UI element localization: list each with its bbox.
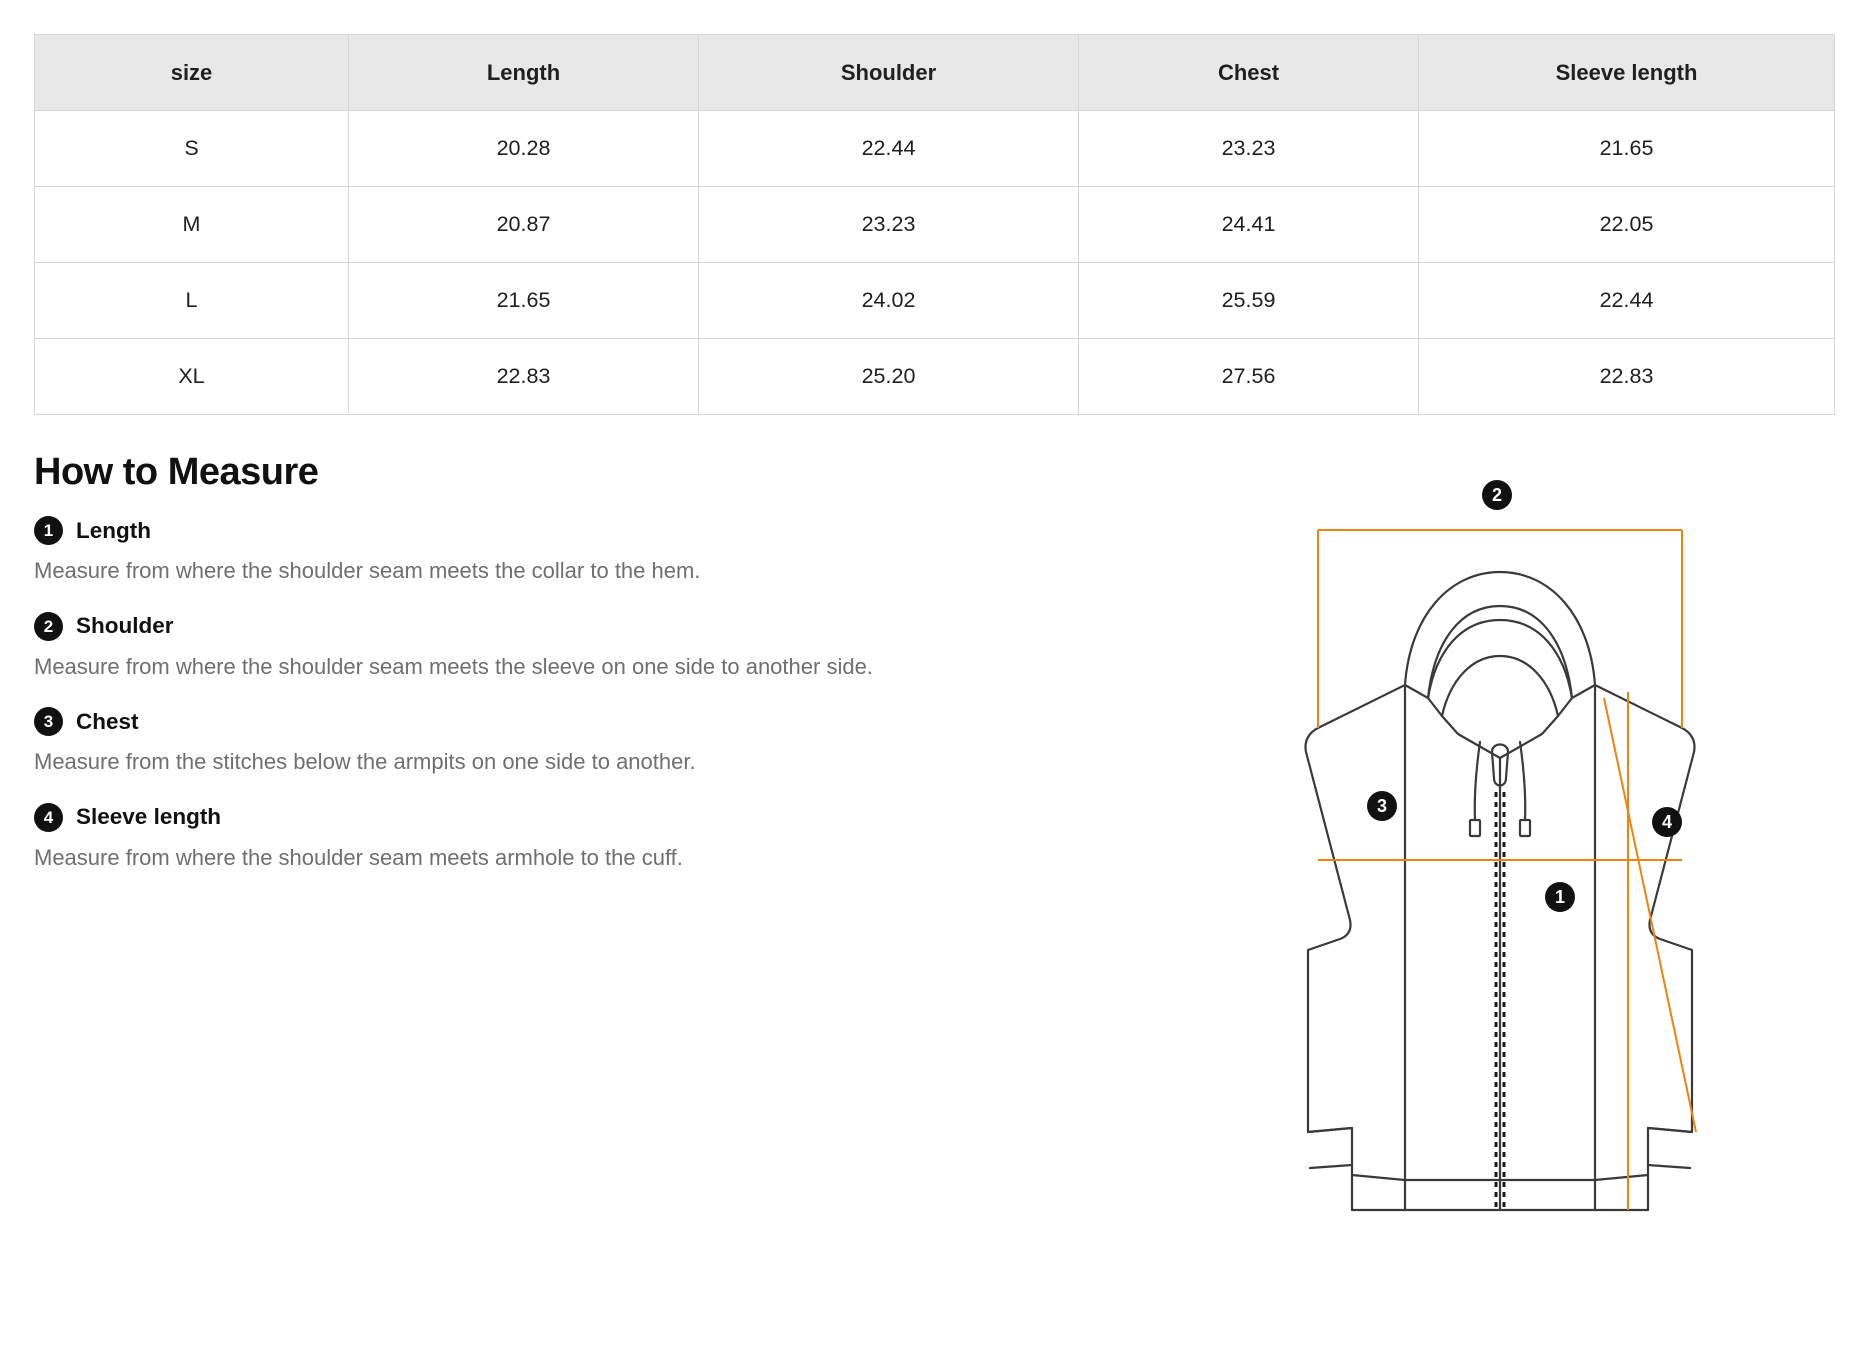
- measure-label: Length: [76, 517, 151, 543]
- size-chart-table: [34, 34, 1835, 415]
- table-row: [35, 339, 1835, 415]
- hoodie-diagram: [1200, 485, 1840, 1260]
- column-header-shoulder: Shoulder: [699, 35, 1079, 111]
- hoodie-illustration-svg: [1200, 520, 1840, 1260]
- cell-length: 21.65: [349, 263, 699, 339]
- measure-description: Measure from where the shoulder seam meets the sleeve on one side to another side.: [34, 653, 873, 679]
- measure-label: Sleeve length: [76, 804, 222, 830]
- cell-shoulder: 22.44: [699, 111, 1079, 187]
- column-header-length: Length: [349, 35, 699, 111]
- cell-shoulder: 24.02: [699, 263, 1079, 339]
- diagram-badge-length: 1: [1545, 882, 1575, 912]
- how-to-measure-title: How to Measure: [34, 451, 319, 493]
- table-header-row: [35, 35, 1835, 111]
- cell-shoulder: 25.20: [699, 339, 1079, 415]
- cell-sleeve-length: 22.44: [1419, 263, 1835, 339]
- diagram-badge-shoulder: 2: [1482, 480, 1512, 510]
- column-header-chest: Chest: [1079, 35, 1419, 111]
- cell-sleeve-length: 22.83: [1419, 339, 1835, 415]
- column-header-size: size: [35, 35, 349, 111]
- cell-chest: 27.56: [1079, 339, 1419, 415]
- cell-size: M: [35, 187, 349, 263]
- cell-length: 20.87: [349, 187, 699, 263]
- measure-label: Chest: [76, 708, 139, 734]
- table-row: [35, 263, 1835, 339]
- diagram-badge-chest: 3: [1367, 791, 1397, 821]
- cell-chest: 25.59: [1079, 263, 1419, 339]
- table-row: [35, 187, 1835, 263]
- number-badge-2: 2: [34, 612, 63, 641]
- number-badge-4: 4: [34, 803, 63, 832]
- cell-sleeve-length: 22.05: [1419, 187, 1835, 263]
- number-badge-1: 1: [34, 516, 63, 545]
- table-row: [35, 111, 1835, 187]
- cell-shoulder: 23.23: [699, 187, 1079, 263]
- measurement-guides: [1318, 530, 1696, 1210]
- column-header-sleeve-length: Sleeve length: [1419, 35, 1835, 111]
- measure-description: Measure from where the shoulder seam meets the collar to the hem.: [34, 558, 701, 583]
- cell-chest: 23.23: [1079, 111, 1419, 187]
- cell-length: 20.28: [349, 111, 699, 187]
- number-badge-3: 3: [34, 707, 63, 736]
- measure-description: Measure from where the shoulder seam meets armhole to the cuff.: [34, 844, 683, 870]
- measure-description: Measure from the stitches below the armpits on one side to another.: [34, 749, 696, 775]
- cell-length: 22.83: [349, 339, 699, 415]
- cell-sleeve-length: 21.65: [1419, 111, 1835, 187]
- diagram-badge-sleeve: 4: [1652, 807, 1682, 837]
- cell-size: S: [35, 111, 349, 187]
- cell-size: L: [35, 263, 349, 339]
- cell-chest: 24.41: [1079, 187, 1419, 263]
- measure-label: Shoulder: [76, 613, 174, 639]
- cell-size: XL: [35, 339, 349, 415]
